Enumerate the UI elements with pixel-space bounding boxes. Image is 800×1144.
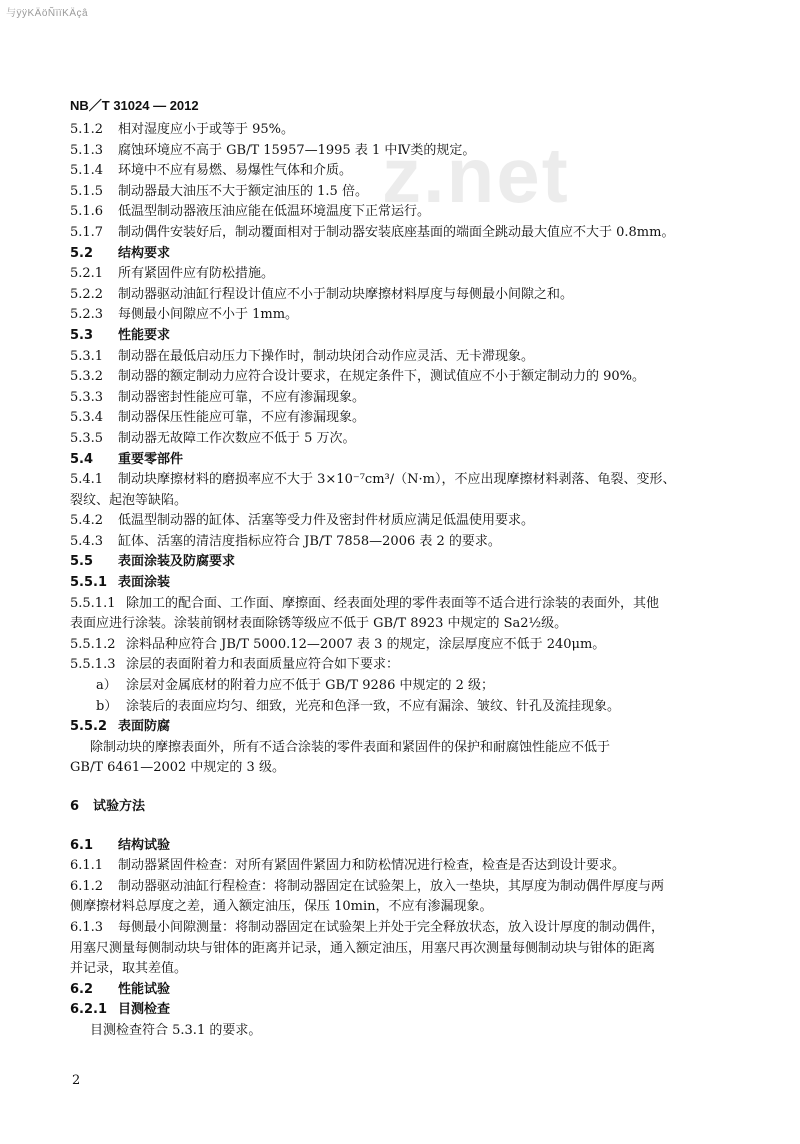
- clause-text: 腐蚀环境应不高于 GB/T 15957—1995 表 1 中Ⅳ类的规定。: [118, 142, 476, 158]
- clause-text: 制动器在最低启动压力下操作时，制动块闭合动作应灵活、无卡滞现象。: [118, 348, 535, 364]
- section-heading: [70, 980, 730, 1001]
- standard-code: NB／T 31024 — 2012: [70, 98, 199, 113]
- text-line: [70, 939, 730, 960]
- clause-text: 制动器驱动油缸行程检查：将制动器固定在试验架上，放入一垫块，其厚度为制动偶件厚度与两: [118, 878, 665, 894]
- section-heading: [70, 573, 730, 594]
- text-line: [70, 918, 730, 939]
- clause-number: 5.3.1: [70, 348, 104, 364]
- text-line: [70, 408, 730, 429]
- text-line: [70, 676, 730, 697]
- clause-number: 5.5.1.2: [70, 636, 116, 652]
- section-heading: [70, 450, 730, 471]
- clause-text: 低温型制动器的缸体、活塞等受力件及密封件材质应满足低温使用要求。: [118, 513, 535, 529]
- clause-text: 缸体、活塞的清洁度指标应符合 JB/T 7858—2006 表 2 的要求。: [118, 533, 501, 549]
- clause-text: 表面防腐: [118, 719, 171, 735]
- clause-text: GB/T 6461—2002 中规定的 3 级。: [70, 760, 285, 776]
- clause-text: 每侧最小间隙测量：将制动器固定在试验架上并处于完全释放状态，放入设计厚度的制动偶件，: [118, 919, 665, 935]
- section-heading: [70, 552, 730, 573]
- clause-number: 6.2.1: [70, 1002, 108, 1018]
- text-line: [70, 635, 730, 656]
- clause-text: 制动块摩擦材料的磨损率应不大于 3×10⁻⁷cm³/（N·m），不应出现摩擦材料剥落、龟裂、变形、: [118, 472, 676, 488]
- text-line: [70, 264, 730, 285]
- text-line: [70, 511, 730, 532]
- page-number: 2: [72, 1073, 81, 1088]
- text-line: [70, 532, 730, 553]
- clause-number: 5.2: [70, 245, 94, 261]
- text-line: [70, 594, 730, 615]
- clause-text: 裂纹、起泡等缺陷。: [70, 492, 188, 508]
- text-line: [70, 388, 730, 409]
- clause-number: 6.1.3: [70, 919, 104, 935]
- clause-number: 5.1.5: [70, 183, 104, 199]
- clause-text: 环境中不应有易燃、易爆性气体和介质。: [118, 163, 353, 179]
- clause-text: 涂层的表面附着力和表面质量应符合如下要求：: [126, 657, 400, 673]
- clause-number: 5.1.4: [70, 163, 104, 179]
- clause-text: 表面应进行涂装。涂装前钢材表面除锈等级应不低于 GB/T 8923 中规定的 Sa2½级。: [70, 616, 568, 632]
- text-line: [70, 897, 730, 918]
- text-line: [70, 877, 730, 898]
- clause-text: 制动器最大油压不大于额定油压的 1.5 倍。: [118, 183, 368, 199]
- clause-text: 并记录，取其差值。: [70, 961, 188, 977]
- clause-text: 目测检查符合 5.3.1 的要求。: [90, 1022, 262, 1038]
- text-line: [70, 1021, 730, 1042]
- section-gap: [70, 779, 730, 797]
- clause-text: 涂装后的表面应均匀、细致，光亮和色泽一致，不应有漏涂、皱纹、针孔及流挂现象。: [126, 698, 621, 714]
- clause-number: 5.1.2: [70, 122, 104, 137]
- clause-number: 5.5.2: [70, 719, 108, 735]
- top-margin-mark: 与ÿÿKÄöÑïïKÄçâ: [6, 8, 89, 19]
- clause-text: 涂料品种应符合 JB/T 5000.12—2007 表 3 的规定，涂层厚度应不低于 240μm。: [126, 636, 606, 652]
- text-line: [70, 285, 730, 306]
- section-gap: [70, 818, 730, 836]
- clause-number: 5.5.1.1: [70, 595, 116, 611]
- section-heading: [70, 244, 730, 265]
- text-line: [70, 738, 730, 759]
- text-line: [70, 429, 730, 450]
- text-line: [70, 141, 730, 162]
- text-line: [70, 182, 730, 203]
- text-line: [70, 470, 730, 491]
- clause-number: 6.1.2: [70, 878, 104, 894]
- text-line: [70, 959, 730, 980]
- text-line: [70, 120, 730, 141]
- clause-text: 除制动块的摩擦表面外，所有不适合涂装的零件表面和紧固件的保护和耐腐蚀性能应不低于: [90, 739, 611, 755]
- clause-number: 5.4: [70, 451, 94, 467]
- clause-number: 5.3.5: [70, 430, 104, 446]
- watermark: z.net: [382, 131, 570, 219]
- clause-text: 制动器保压性能应可靠，不应有渗漏现象。: [118, 410, 366, 426]
- clause-text: 用塞尺测量每侧制动块与钳体的距离并记录，通入额定油压，用塞尺再次测量每侧制动块与钳体的距离: [70, 940, 656, 956]
- text-line: [70, 758, 730, 779]
- clause-number: 5.1.3: [70, 142, 104, 158]
- clause-number: 5.2.3: [70, 307, 104, 323]
- clause-text: 性能试验: [118, 981, 171, 997]
- clause-text: 制动器无故障工作次数应不低于 5 万次。: [118, 430, 356, 446]
- clause-number: 5.1.6: [70, 204, 104, 220]
- clause-text: 重要零部件: [118, 451, 184, 467]
- clause-text: 目测检查: [118, 1002, 171, 1018]
- text-line: [70, 223, 730, 244]
- section-heading: [70, 326, 730, 347]
- clause-text: 结构试验: [118, 837, 171, 853]
- clause-number: 5.2.1: [70, 266, 104, 282]
- clause-text: 侧摩擦材料总厚度之差，通入额定油压，保压 10min，不应有渗漏现象。: [70, 899, 493, 915]
- clause-number: 5.5: [70, 554, 94, 570]
- clause-text: 表面涂装: [118, 575, 171, 591]
- text-line: [70, 161, 730, 182]
- clause-text: 涂层对金属底材的附着力应不低于 GB/T 9286 中规定的 2 级；: [126, 678, 495, 694]
- clause-text: 所有紧固件应有防松措施。: [118, 266, 275, 282]
- clause-text: 相对湿度应小于或等于 95%。: [118, 122, 295, 137]
- clause-number: 5.5.1: [70, 575, 108, 591]
- clause-text: 试验方法: [93, 799, 146, 814]
- clause-number: 6: [70, 799, 80, 814]
- text-line: [70, 305, 730, 326]
- section-heading: [70, 797, 730, 818]
- clause-number: 5.4.1: [70, 472, 104, 488]
- section-heading: [70, 1000, 730, 1021]
- clause-number: a）: [96, 678, 117, 694]
- clause-text: 除加工的配合面、工作面、摩擦面、经表面处理的零件表面等不适合进行涂装的表面外，其他: [126, 595, 660, 611]
- clause-number: 6.2: [70, 981, 94, 997]
- clause-number: 6.1.1: [70, 858, 104, 874]
- text-line: [70, 347, 730, 368]
- clause-text: 性能要求: [118, 327, 171, 343]
- clause-text: 结构要求: [118, 245, 171, 261]
- clause-number: 5.5.1.3: [70, 657, 116, 673]
- text-line: [70, 367, 730, 388]
- text-line: [70, 491, 730, 512]
- clause-number: 5.3.2: [70, 369, 104, 385]
- clause-text: 制动器驱动油缸行程设计值应不小于制动块摩擦材料厚度与每侧最小间隙之和。: [118, 286, 574, 302]
- clause-number: 5.3.3: [70, 389, 104, 405]
- clause-number: 5.3.4: [70, 410, 104, 426]
- clause-text: 制动偶件安装好后，制动覆面相对于制动器安装底座基面的端面全跳动最大值应不大于 0.8mm。: [118, 224, 675, 240]
- clause-text: 表面涂装及防腐要求: [118, 554, 236, 570]
- clause-number: 6.1: [70, 837, 94, 853]
- text-line: [70, 202, 730, 223]
- clause-number: b）: [96, 698, 118, 714]
- clause-number: 5.4.3: [70, 533, 104, 549]
- text-line: [70, 655, 730, 676]
- text-line: [70, 697, 730, 718]
- clause-text: 制动器紧固件检查：对所有紧固件紧固力和防松情况进行检查，检查是否达到设计要求。: [118, 858, 626, 874]
- clause-number: 5.3: [70, 327, 94, 343]
- document-body: [70, 120, 730, 1042]
- clause-number: 5.1.7: [70, 224, 104, 240]
- section-heading: [70, 836, 730, 857]
- clause-text: 制动器密封性能应可靠，不应有渗漏现象。: [118, 389, 366, 405]
- section-heading: [70, 717, 730, 738]
- clause-number: 5.2.2: [70, 286, 104, 302]
- clause-text: 制动器的额定制动力应符合设计要求，在规定条件下，测试值应不小于额定制动力的 90%。: [118, 369, 646, 385]
- text-line: [70, 856, 730, 877]
- clause-text: 低温型制动器液压油应能在低温环境温度下正常运行。: [118, 204, 431, 220]
- clause-number: 5.4.2: [70, 513, 104, 529]
- clause-text: 每侧最小间隙应不小于 1mm。: [118, 307, 299, 323]
- text-line: [70, 614, 730, 635]
